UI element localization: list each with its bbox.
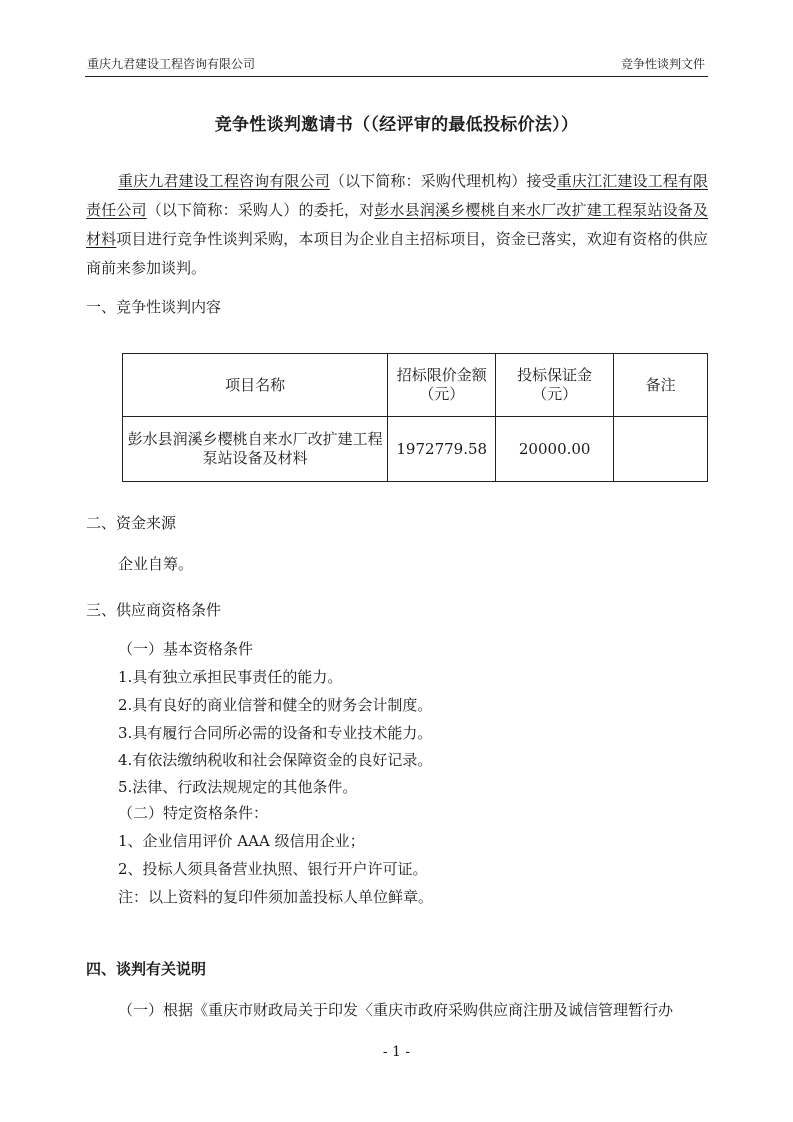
section3-heading: 三、供应商资格条件 (86, 601, 222, 619)
section2-heading: 二、资金来源 (86, 514, 177, 532)
header-bid-bond: 投标保证金（元） (496, 354, 614, 417)
qual-basic-title: （一）基本资格条件 (118, 640, 254, 658)
qual-special-title: （二）特定资格条件： (118, 804, 269, 822)
section4-heading: 四、谈判有关说明 (86, 960, 207, 978)
bid-table (122, 353, 708, 482)
intro-paragraph (86, 167, 708, 283)
section2-body: 企业自筹。 (118, 555, 194, 573)
intro-text-1: （以下简称：采购代理机构）接受 (329, 172, 557, 190)
header-price-limit: 招标限价金额（元） (388, 354, 496, 417)
qual-special-2: 2、投标人须具备营业执照、银行开户许可证。 (118, 860, 428, 878)
header-doc-type: 竞争性谈判文件 (620, 57, 705, 71)
intro-text-2: （以下简称：采购人）的委托，对 (146, 201, 375, 219)
qual-item-1: 1.具有独立承担民事责任的能力。 (118, 668, 343, 686)
document-title: 竞争性谈判邀请书（（经评审的最低投标价法）） (214, 115, 579, 135)
buyer-name: 重庆江汇建设工程有限责任公司 (86, 172, 708, 219)
qual-note: 注：以上资料的复印件须加盖投标人单位鲜章。 (118, 888, 434, 906)
header-company: 重庆九君建设工程咨询有限公司 (87, 57, 256, 71)
section4-body: （一）根据《重庆市财政局关于印发〈重庆市政府采购供应商注册及诚信管理暂行办 (118, 1001, 674, 1019)
section1-heading: 一、竞争性谈判内容 (86, 298, 222, 316)
header-project-name: 项目名称 (123, 354, 388, 417)
agency-name: 重庆九君建设工程咨询有限公司 (118, 172, 330, 190)
table-header-row (123, 354, 708, 417)
qual-item-5: 5.法律、行政法规规定的其他条件。 (118, 778, 358, 796)
qual-item-2: 2.具有良好的商业信誉和健全的财务会计制度。 (118, 696, 433, 714)
qual-special-1: 1、企业信用评价 AAA 级信用企业； (118, 832, 365, 850)
page-number: - 1 - (382, 1044, 411, 1060)
qual-item-4: 4.有依法缴纳税收和社会保障资金的良好记录。 (118, 751, 433, 769)
table-row (123, 417, 708, 482)
cell-project-name: 彭水县润溪乡樱桃自来水厂改扩建工程泵站设备及材料 (123, 417, 388, 482)
cell-remarks (614, 417, 708, 482)
project-name: 彭水县润溪乡樱桃自来水厂改扩建工程泵站设备及材料 (86, 201, 708, 248)
header-divider (85, 76, 708, 77)
intro-text-3: 项目进行竞争性谈判采购，本项目为企业自主招标项目，资金已落实，欢迎有资格的供应商前来参加谈判。 (86, 230, 708, 277)
cell-bid-bond: 20000.00 (496, 417, 614, 482)
cell-price-limit: 1972779.58 (388, 417, 496, 482)
qual-item-3: 3.具有履行合同所必需的设备和专业技术能力。 (118, 724, 433, 742)
header-remarks: 备注 (614, 354, 708, 417)
